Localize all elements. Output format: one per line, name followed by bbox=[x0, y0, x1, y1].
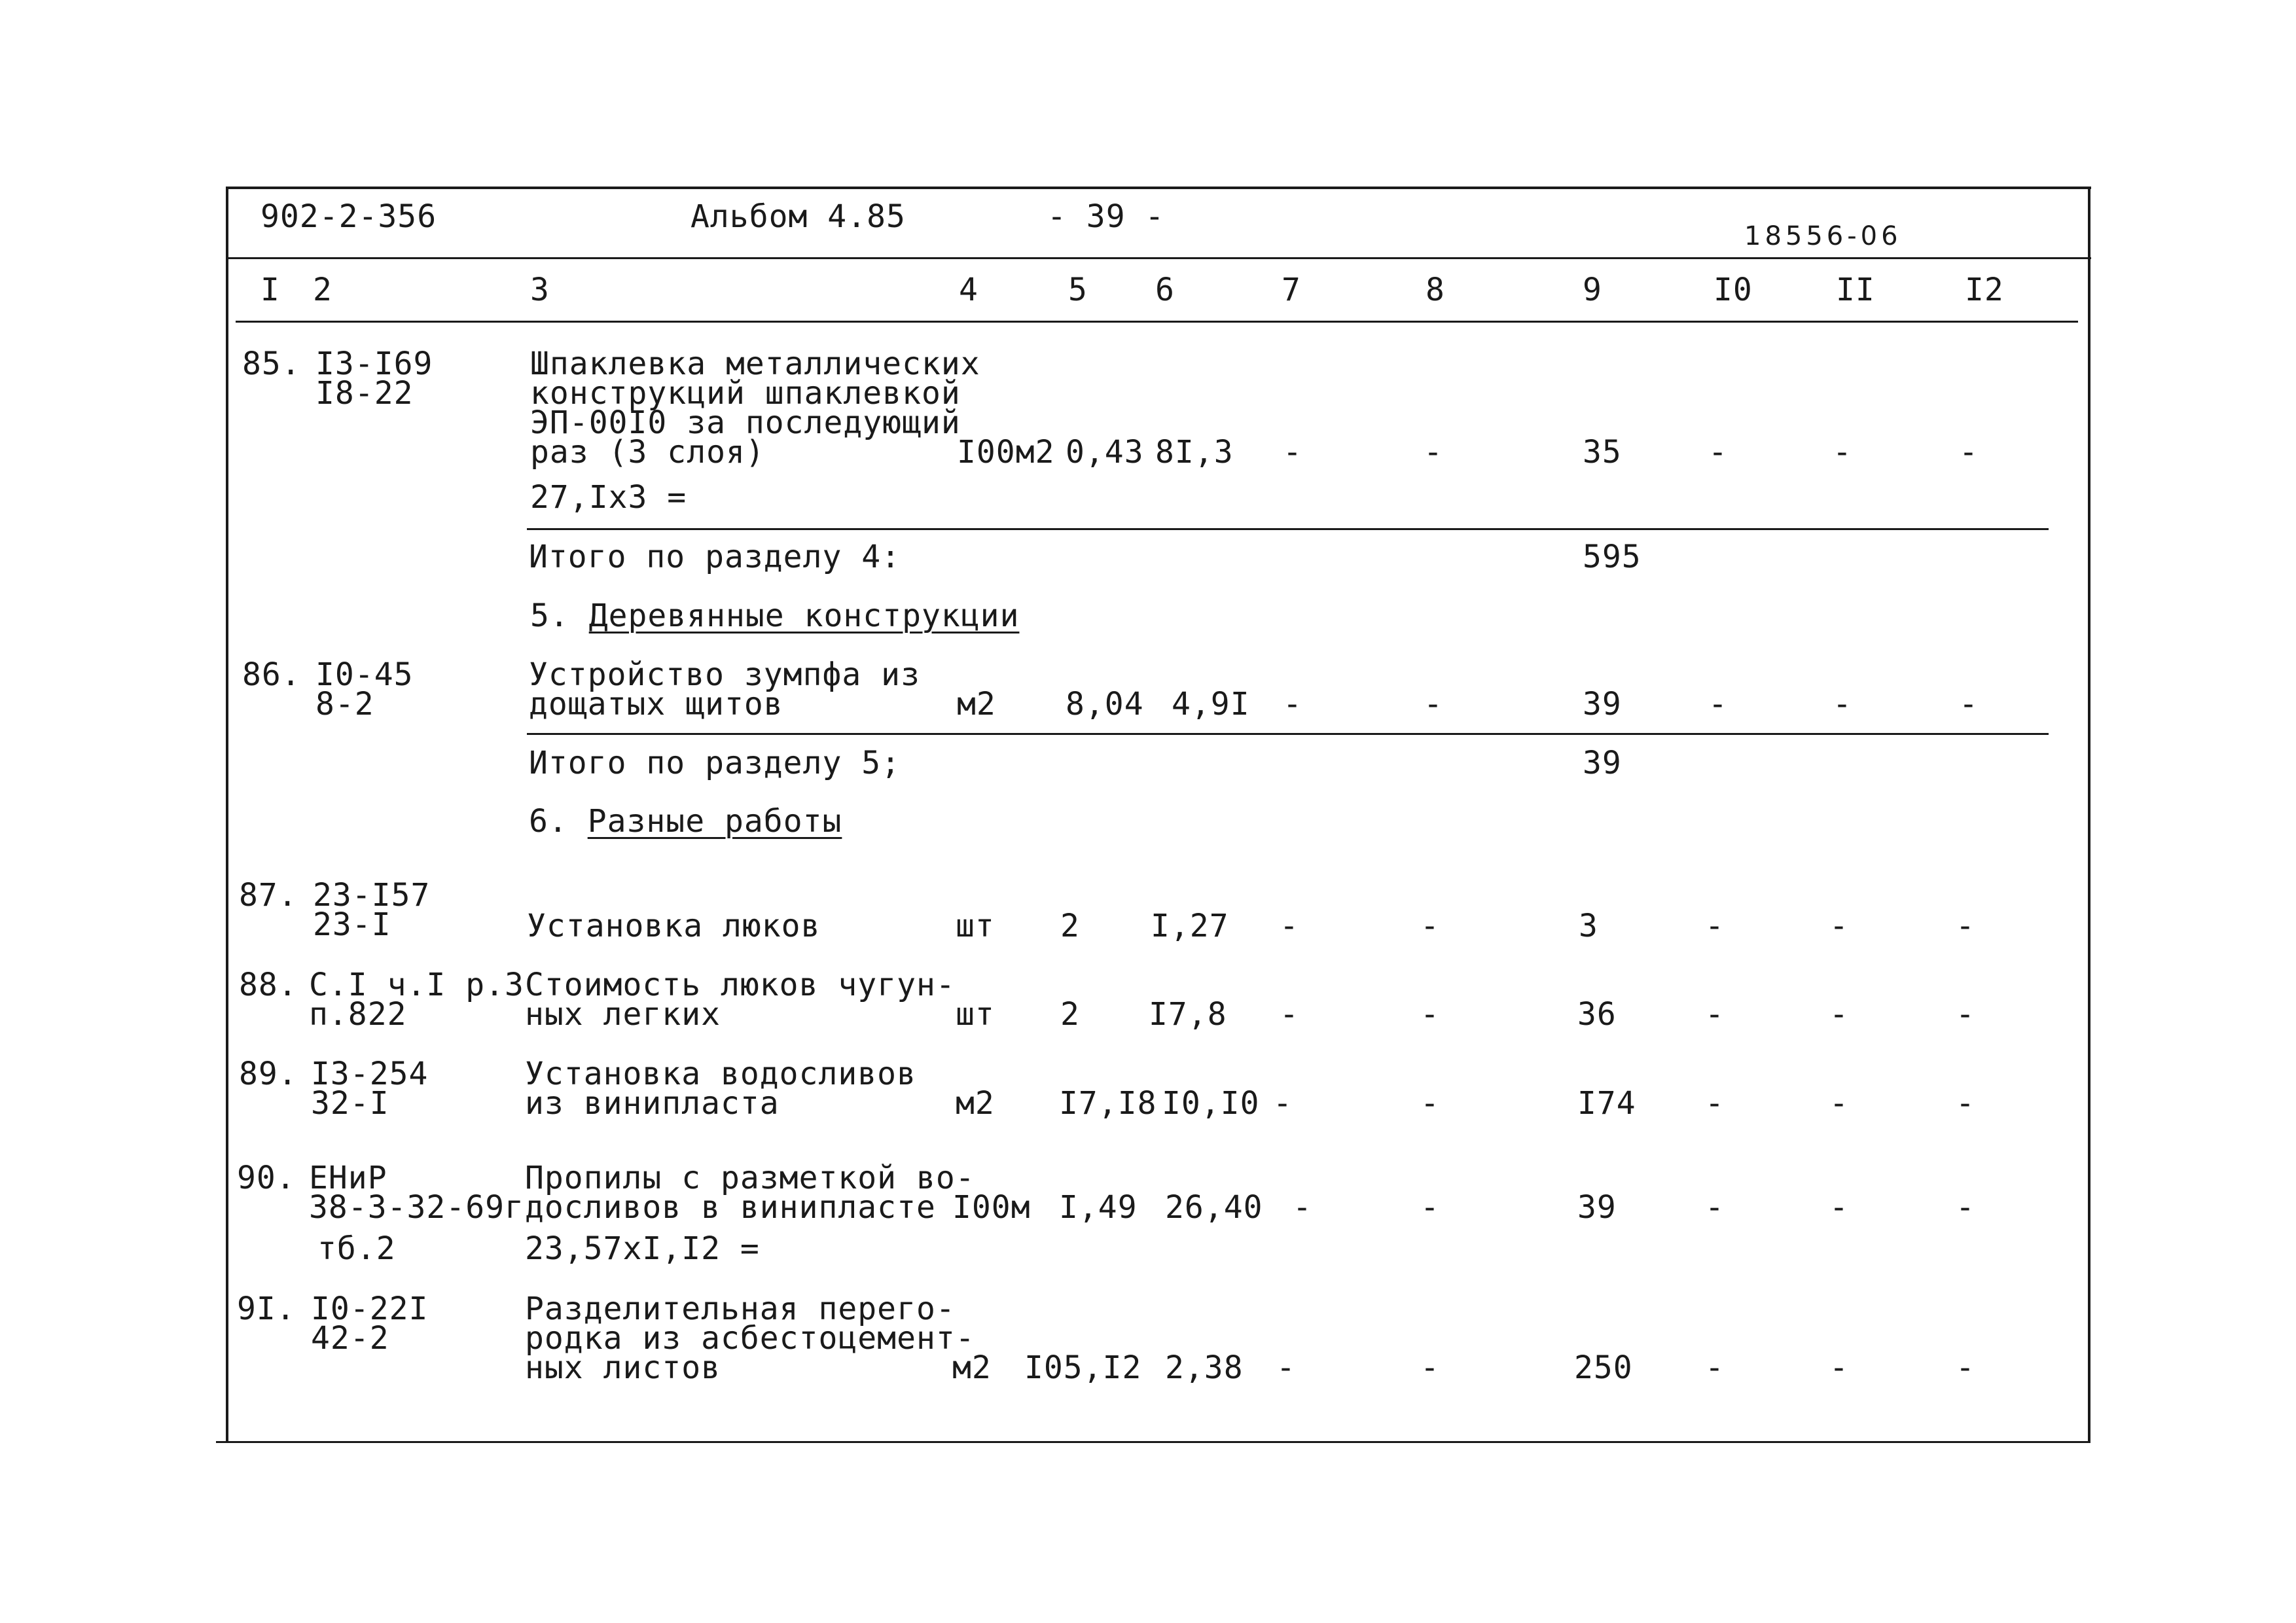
column-number: 6 bbox=[1155, 272, 1175, 308]
row-col7: - bbox=[1276, 1349, 1296, 1386]
row-description: Установка водосливов bbox=[525, 1056, 916, 1092]
row-price: I,27 bbox=[1151, 908, 1229, 944]
row-code: I8-22 bbox=[315, 375, 414, 412]
row-unit: I00м bbox=[952, 1189, 1031, 1226]
row-col10: - bbox=[1705, 1189, 1725, 1226]
row-col11: - bbox=[1829, 1349, 1849, 1386]
doc-code: 902-2-356 bbox=[260, 198, 437, 235]
row-quantity: I05,I2 bbox=[1024, 1349, 1142, 1386]
subtotal-label: Итого по разделу 4: bbox=[529, 539, 901, 575]
column-number: I bbox=[260, 272, 280, 308]
row-col7: - bbox=[1283, 434, 1302, 471]
row-col10: - bbox=[1708, 434, 1728, 471]
row-number: 9I. bbox=[237, 1291, 296, 1327]
row-price: 4,9I bbox=[1172, 686, 1250, 722]
row-description: родка из асбестоцемент- bbox=[525, 1320, 975, 1357]
row-number: 88. bbox=[239, 967, 298, 1003]
row-col11: - bbox=[1833, 434, 1852, 471]
row-col11: - bbox=[1829, 1189, 1849, 1226]
frame-bottom-border bbox=[216, 1441, 2089, 1443]
row-code: I3-I69 bbox=[315, 346, 433, 382]
row-code: п.822 bbox=[309, 996, 407, 1033]
row-col7: - bbox=[1280, 908, 1299, 944]
row-unit: м2 bbox=[957, 686, 996, 722]
row-code: 23-I bbox=[313, 906, 391, 943]
row-description: ных легких bbox=[525, 996, 721, 1033]
row-col8: - bbox=[1420, 1349, 1440, 1386]
row-unit: шт bbox=[956, 908, 995, 944]
row-col7: - bbox=[1273, 1085, 1293, 1122]
row-col12: - bbox=[1956, 1349, 1975, 1386]
album-number: Альбом 4.85 bbox=[691, 198, 906, 235]
row-number: 85. bbox=[242, 346, 301, 382]
row-col9: 35 bbox=[1583, 434, 1622, 471]
row-col8: - bbox=[1420, 996, 1440, 1033]
row-col10: - bbox=[1705, 1349, 1725, 1386]
section4-subtotal-rule bbox=[527, 528, 2049, 530]
row-price: 8I,3 bbox=[1155, 434, 1234, 471]
row-description: из винипласта bbox=[525, 1085, 780, 1122]
row-code: ЕНиР bbox=[309, 1160, 387, 1196]
row-col12: - bbox=[1956, 996, 1975, 1033]
row-unit: I00м2 bbox=[957, 434, 1055, 471]
frame-top-border bbox=[226, 187, 2091, 189]
row-description: ЭП-00I0 за последующий bbox=[530, 404, 961, 441]
row-code: I0-45 bbox=[315, 656, 414, 693]
row-quantity: 8,04 bbox=[1066, 686, 1144, 722]
row-price: 26,40 bbox=[1165, 1189, 1263, 1226]
subtotal-label: Итого по разделу 5; bbox=[529, 745, 901, 781]
column-number: 9 bbox=[1583, 272, 1602, 308]
row-description: Устройство зумпфа из bbox=[529, 656, 920, 693]
row-col7: - bbox=[1293, 1189, 1312, 1226]
section-number: 5. bbox=[530, 597, 569, 634]
column-number: 8 bbox=[1426, 272, 1445, 308]
row-col9: 39 bbox=[1583, 686, 1622, 722]
row-col10: - bbox=[1705, 1085, 1725, 1122]
row-description: Стоимость люков чугун- bbox=[525, 967, 956, 1003]
column-number: 4 bbox=[959, 272, 978, 308]
row-col11: - bbox=[1833, 686, 1852, 722]
subtotal-value: 39 bbox=[1583, 745, 1622, 781]
row-col12: - bbox=[1956, 908, 1975, 944]
row-col8: - bbox=[1420, 1085, 1440, 1122]
frame-right-border bbox=[2088, 187, 2090, 1443]
subtotal-value: 595 bbox=[1583, 539, 1641, 575]
row-description: раз (3 слоя) bbox=[530, 434, 765, 471]
section-title: Деревянные конструкции bbox=[588, 597, 1020, 634]
row-description: Разделительная перего- bbox=[525, 1291, 956, 1327]
row-quantity: 2 bbox=[1060, 908, 1080, 944]
column-number: 3 bbox=[530, 272, 550, 308]
row-code: 38-3-32-69г bbox=[309, 1189, 524, 1226]
row-col10: - bbox=[1705, 908, 1725, 944]
row-price: I7,8 bbox=[1149, 996, 1227, 1033]
row-number: 87. bbox=[239, 877, 298, 914]
row-description: Шпаклевка металлических bbox=[530, 346, 980, 382]
row-col12: - bbox=[1956, 1189, 1975, 1226]
column-number: I2 bbox=[1965, 272, 2004, 308]
row-description: Установка люков bbox=[527, 908, 821, 944]
row-code: I0-22I bbox=[311, 1291, 429, 1327]
row-col12: - bbox=[1959, 434, 1979, 471]
row-col11: - bbox=[1829, 908, 1849, 944]
row-col8: - bbox=[1420, 1189, 1440, 1226]
section-heading bbox=[530, 597, 1020, 634]
row-price: I0,I0 bbox=[1162, 1085, 1260, 1122]
row-col8: - bbox=[1424, 686, 1443, 722]
row-code: 8-2 bbox=[315, 686, 374, 722]
row-description: досливов в винипласте bbox=[525, 1189, 936, 1226]
row-unit: м2 bbox=[952, 1349, 992, 1386]
row-number: 89. bbox=[239, 1056, 298, 1092]
row-col8: - bbox=[1424, 434, 1443, 471]
page-number: - 39 - bbox=[1047, 198, 1165, 235]
row-price: 2,38 bbox=[1165, 1349, 1244, 1386]
row-col9: I74 bbox=[1577, 1085, 1636, 1122]
column-number: 2 bbox=[313, 272, 332, 308]
row-code: 32-I bbox=[311, 1085, 389, 1122]
row-unit: м2 bbox=[956, 1085, 995, 1122]
header-divider bbox=[226, 257, 2091, 259]
row-description: Пропилы с разметкой во- bbox=[525, 1160, 975, 1196]
row-code: 42-2 bbox=[311, 1320, 389, 1357]
row-number: 90. bbox=[237, 1160, 296, 1196]
frame-left-border bbox=[226, 187, 228, 1443]
row-col7: - bbox=[1283, 686, 1302, 722]
row-col11: - bbox=[1829, 1085, 1849, 1122]
row-col11: - bbox=[1829, 996, 1849, 1033]
column-number: I0 bbox=[1713, 272, 1753, 308]
row-quantity: 2 bbox=[1060, 996, 1080, 1033]
column-number: II bbox=[1836, 272, 1875, 308]
row-unit: шт bbox=[956, 996, 995, 1033]
row-calculation: 23,57xI,I2 = bbox=[525, 1230, 760, 1267]
column-number: 5 bbox=[1068, 272, 1088, 308]
row-description: конструкций шпаклевкой bbox=[530, 375, 961, 412]
archive-stamp: 18556-06 bbox=[1744, 221, 1902, 251]
row-col9: 3 bbox=[1579, 908, 1598, 944]
row-quantity: 0,43 bbox=[1066, 434, 1144, 471]
column-header-divider bbox=[236, 321, 2078, 323]
row-description: дощатых щитов bbox=[529, 686, 783, 722]
row-col12: - bbox=[1956, 1085, 1975, 1122]
column-number: 7 bbox=[1282, 272, 1301, 308]
row-code: 23-I57 bbox=[313, 877, 431, 914]
row-code: I3-254 bbox=[311, 1056, 429, 1092]
row-col9: 250 bbox=[1574, 1349, 1633, 1386]
row-code: С.I ч.I р.3 bbox=[309, 967, 524, 1003]
row-col7: - bbox=[1280, 996, 1299, 1033]
section-title: Разные работы bbox=[587, 803, 842, 840]
row-col9: 36 bbox=[1577, 996, 1617, 1033]
row-number: 86. bbox=[242, 656, 301, 693]
row-col12: - bbox=[1959, 686, 1979, 722]
row-code: тб.2 bbox=[317, 1230, 396, 1267]
section-number: 6. bbox=[529, 803, 568, 840]
row-description: ных листов bbox=[525, 1349, 721, 1386]
row-quantity: I7,I8 bbox=[1059, 1085, 1157, 1122]
section5-subtotal-rule bbox=[527, 733, 2049, 735]
row-quantity: I,49 bbox=[1059, 1189, 1138, 1226]
row-calculation: 27,Ix3 = bbox=[530, 479, 687, 516]
row-col10: - bbox=[1705, 996, 1725, 1033]
row-col10: - bbox=[1708, 686, 1728, 722]
section-heading bbox=[529, 803, 842, 840]
row-col9: 39 bbox=[1577, 1189, 1617, 1226]
row-col8: - bbox=[1420, 908, 1440, 944]
